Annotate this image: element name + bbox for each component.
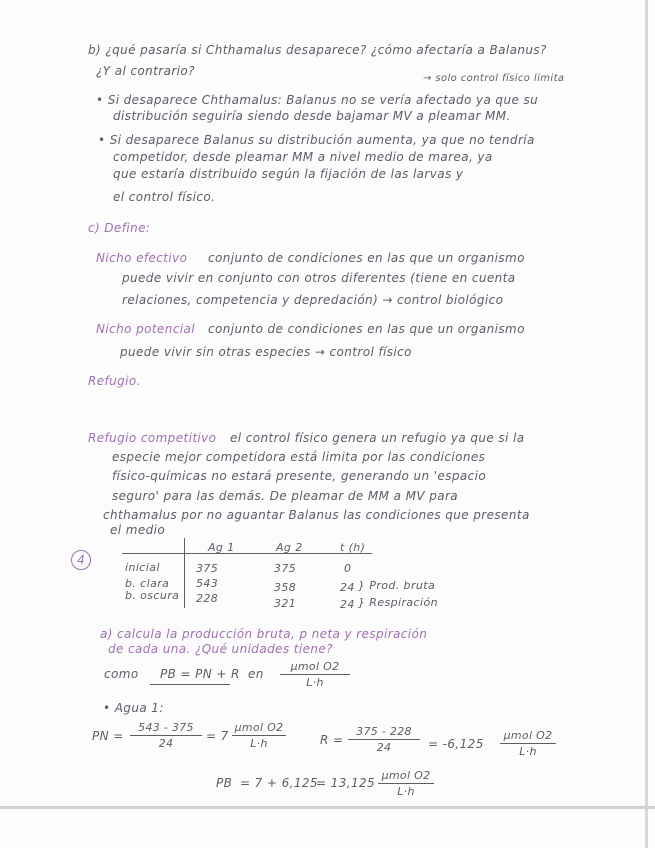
pb-unit-denominator: L·h [397,785,415,798]
pn-unit-fraction [232,721,286,750]
table-cell: 228 [196,592,219,605]
brace-prod-bruta: } Prod. bruta [358,579,436,592]
table-header-ag2: Ag 2 [276,541,303,554]
part-a-line-1: a) calcula la producción bruta, p neta y respiración [100,627,428,641]
table-cell: 358 [274,581,297,594]
nicho-efectivo-line-1: conjunto de condiciones en las que un organismo [208,251,525,265]
refugio-competitivo-line-4: seguro' para las demás. De pleamar de MM a MV para [112,489,459,503]
pb-result: = 13,125 [316,776,376,790]
r-denominator: 24 [376,741,392,754]
pn-unit-denominator: L·h [250,737,268,750]
nicho-efectivo-line-3: relaciones, competencia y depredación) → control biológico [122,293,504,307]
table-cell: 375 [196,562,219,575]
refugio-competitivo-line-1: el control físico genera un refugio ya que si la [230,431,525,445]
nicho-efectivo-term: Nicho efectivo [96,251,188,265]
refugio-competitivo-line-3: físico-químicas no estará presente, generando un 'espacio [112,469,487,483]
bullet-1-line-1: • Si desaparece Chthamalus: Balanus no se vería afectado ya que su [96,93,539,107]
fraction-bar [232,735,286,736]
pb-expression: = 7 + 6,125 [240,776,318,790]
agua-1-label: • Agua 1: [103,701,164,715]
table-header-t: t (h) [340,541,366,554]
table-cell: 321 [274,597,297,610]
fraction-bar [500,743,556,744]
r-label: R = [320,733,344,747]
refugio-heading: Refugio. [88,374,141,388]
nicho-potencial-line-1: conjunto de condiciones en las que un organismo [208,322,525,336]
question-b-line-1: b) ¿qué pasaría si Chthamalus desaparece? ¿cómo afectaría a Balanus? [88,43,547,57]
fraction-bar [280,674,350,675]
table-cell: 24 [340,581,355,594]
bullet-2-line-1: • Si desaparece Balanus su distribución aumenta, ya que no tendría [98,133,535,147]
formula-pb: PB = PN + R [160,667,240,681]
pn-unit-numerator: µmol O2 [234,721,284,734]
question-b-note: → solo control físico limita [423,73,565,84]
bullet-1-line-2: distribución seguiría siendo desde bajamar MV a pleamar MM. [113,109,511,123]
unit-fraction [280,660,350,689]
question-4-number: 4 [71,550,91,570]
table-cell: 375 [274,562,297,575]
fraction-bar [348,739,420,740]
table-header-ag1: Ag 1 [208,541,235,554]
refugio-competitivo-line-2: especie mejor competidora está limita por las condiciones [112,450,486,464]
table-row-inicial-label: inicial [125,561,160,574]
fraction-bar [130,735,202,736]
table-row-oscura-label: b. oscura [125,589,180,602]
table-horizontal-rule [122,553,372,554]
en-label: en [248,667,264,681]
pn-result: = 7 [206,729,229,743]
question-b-line-2: ¿Y al contrario? [96,64,195,78]
r-unit-numerator: µmol O2 [503,729,553,742]
bullet-2-line-3: que estaría distribuido según la fijación de las larvas y [113,167,464,181]
refugio-competitivo-line-6: el medio [110,523,166,537]
table-cell: 24 [340,598,355,611]
pb-unit-numerator: µmol O2 [381,769,431,782]
refugio-competitivo-term: Refugio competitivo [88,431,217,445]
table-row-clara-label: b. clara [125,577,170,590]
page-edge-bottom [0,806,655,809]
r-fraction [348,725,420,754]
table-cell: 543 [196,577,219,590]
refugio-competitivo-line-5: chthamalus por no aguantar Balanus las condiciones que presenta [103,508,530,522]
nicho-potencial-term: Nicho potencial [96,322,195,336]
page-edge-right [645,0,648,848]
r-unit-fraction [500,729,556,758]
pn-denominator: 24 [158,737,174,750]
table-cell: 0 [344,562,352,575]
pb-label: PB [216,776,233,790]
unit-denominator: L·h [306,676,324,689]
part-a-line-2: de cada una. ¿Qué unidades tiene? [108,642,333,656]
nicho-efectivo-line-2: puede vivir en conjunto con otros diferentes (tiene en cuenta [122,271,516,285]
table-vertical-rule [184,538,185,608]
question-c-heading: c) Define: [88,221,151,235]
r-result: = -6,125 [428,737,484,751]
bullet-2-line-2: competidor, desde pleamar MM a nivel medio de marea, ya [113,150,493,164]
fraction-bar [378,783,434,784]
nicho-potencial-line-2: puede vivir sin otras especies → control físico [120,345,412,359]
pn-fraction [130,721,202,750]
unit-numerator: µmol O2 [290,660,340,673]
bullet-2-line-4: el control físico. [113,190,216,204]
pn-numerator: 543 - 375 [138,721,194,734]
r-numerator: 375 - 228 [356,725,412,738]
r-unit-denominator: L·h [519,745,537,758]
formula-underline [150,684,230,685]
pb-unit-fraction [378,769,434,798]
como-label: como [104,667,139,681]
pn-label: PN = [92,729,124,743]
brace-respiracion: } Respiración [358,596,438,609]
